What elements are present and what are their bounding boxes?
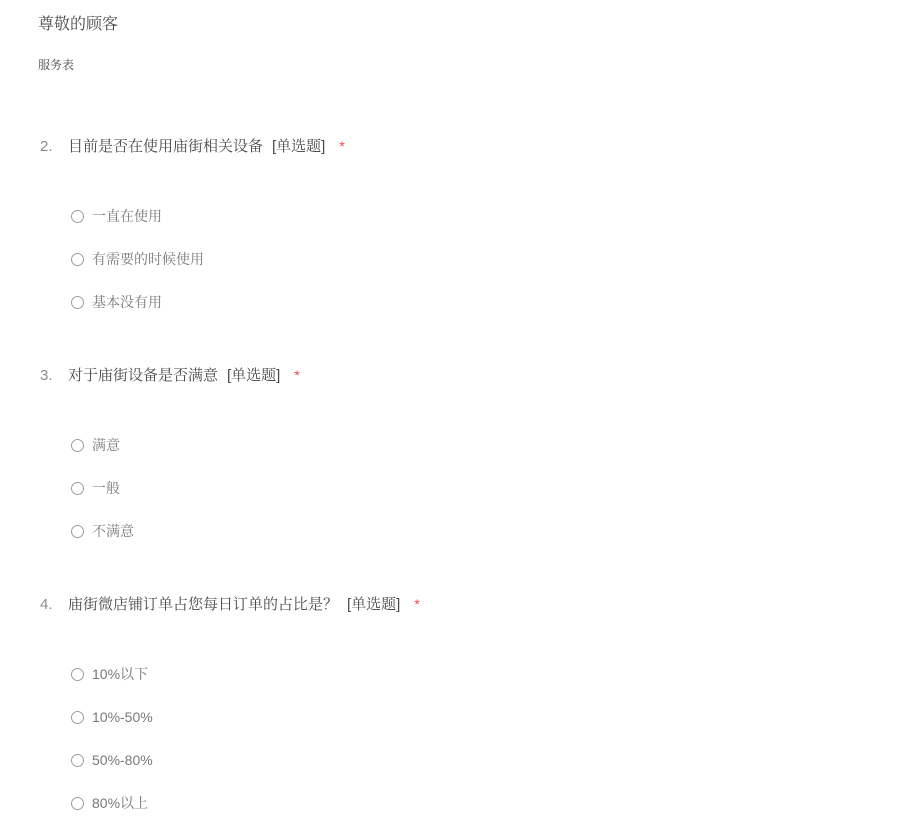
option-label: 基本没有用 (92, 294, 162, 310)
required-asterisk: * (339, 138, 345, 154)
question-type-tag: [单选题] (347, 596, 401, 613)
page-title: 尊敬的顾客 (38, 16, 119, 33)
radio-option[interactable] (71, 294, 900, 310)
option-label: 50%-80% (92, 752, 153, 768)
radio-button-icon[interactable] (71, 711, 84, 724)
question (40, 136, 900, 337)
question-type-tag: [单选题] (227, 367, 281, 384)
radio-option[interactable] (71, 666, 900, 682)
option-label: 不满意 (92, 523, 134, 539)
question-header (40, 594, 900, 615)
radio-button-icon[interactable] (71, 797, 84, 810)
option-list (71, 666, 900, 811)
required-asterisk: * (414, 596, 420, 612)
radio-option[interactable] (71, 480, 900, 496)
option-label: 10%以下 (92, 666, 149, 682)
page-subtitle: 服务表 (38, 58, 75, 72)
question-number: 4. (40, 596, 53, 613)
option-label: 满意 (92, 437, 120, 453)
radio-option[interactable] (71, 752, 900, 768)
option-list (71, 437, 900, 539)
radio-option[interactable] (71, 523, 900, 539)
question-number: 2. (40, 138, 53, 155)
question (40, 594, 900, 838)
required-asterisk: * (294, 367, 300, 383)
question (40, 365, 900, 566)
question-text: 对于庙街设备是否满意 (68, 367, 219, 384)
radio-button-icon[interactable] (71, 253, 84, 266)
radio-button-icon[interactable] (71, 754, 84, 767)
option-label: 一般 (92, 480, 120, 496)
radio-button-icon[interactable] (71, 296, 84, 309)
radio-button-icon[interactable] (71, 210, 84, 223)
radio-button-icon[interactable] (71, 668, 84, 681)
radio-button-icon[interactable] (71, 525, 84, 538)
radio-option[interactable] (71, 208, 900, 224)
option-label: 一直在使用 (92, 208, 162, 224)
question-text: 庙街微店铺订单占您每日订单的占比是？ (68, 596, 339, 613)
question-text: 目前是否在使用庙街相关设备 (68, 138, 264, 155)
question-header (40, 365, 900, 386)
radio-option[interactable] (71, 437, 900, 453)
question-header (40, 136, 900, 157)
question-type-tag: [单选题] (272, 138, 326, 155)
radio-option[interactable] (71, 795, 900, 811)
option-list (71, 208, 900, 310)
radio-option[interactable] (71, 709, 900, 725)
option-label: 10%-50% (92, 709, 153, 725)
radio-button-icon[interactable] (71, 482, 84, 495)
radio-option[interactable] (71, 251, 900, 267)
question-number: 3. (40, 367, 53, 384)
radio-button-icon[interactable] (71, 439, 84, 452)
option-label: 有需要的时候使用 (92, 251, 204, 267)
option-label: 80%以上 (92, 795, 149, 811)
